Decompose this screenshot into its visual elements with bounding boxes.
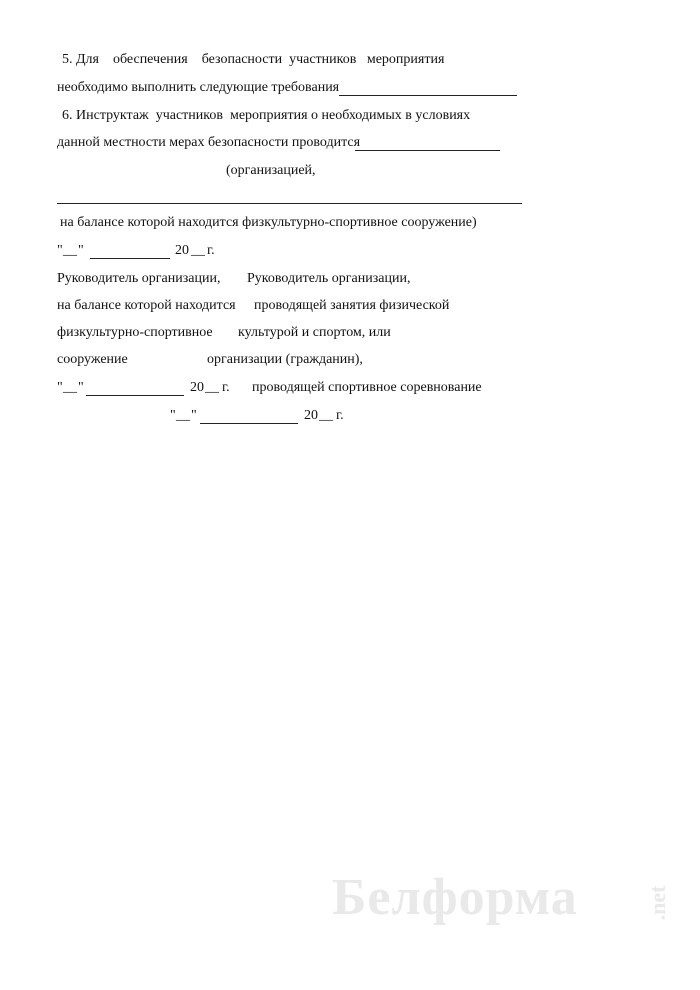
date3-quote-close: "	[191, 408, 197, 423]
date3-day-blank: __	[176, 408, 190, 423]
sig-left-line4: сооружение	[57, 352, 128, 367]
sig-left-line3: физкультурно-спортивное	[57, 325, 213, 340]
date2-year-blank: __	[205, 380, 219, 395]
org-name-blank	[57, 203, 522, 204]
date2-quote-close: "	[78, 380, 84, 395]
date2-day-blank: __	[63, 380, 77, 395]
date3-quote-open: "	[170, 408, 176, 423]
date1-day-blank: __	[63, 243, 77, 258]
date1-year-blank: __	[191, 243, 205, 258]
item6-line2: данной местности мерах безопасности проводится	[57, 135, 361, 150]
sig-right-line5: проводящей спортивное соревнование	[252, 380, 482, 395]
date2-quote-open: "	[57, 380, 63, 395]
date1-quote-open: "	[57, 243, 63, 258]
item5-requirements-blank	[339, 95, 517, 96]
sig-right-line1: Руководитель организации,	[247, 271, 411, 286]
date1-quote-close: "	[78, 243, 84, 258]
item6-conductor-blank	[355, 150, 500, 151]
item5-line1: 5. Для обеспечения безопасности участников мероприятия	[62, 52, 445, 67]
date2-month-blank	[86, 395, 184, 396]
date3-year-prefix: 20	[304, 408, 318, 423]
sig-right-line2: проводящей занятия физической	[254, 298, 450, 313]
date1-month-blank	[90, 258, 170, 259]
sig-right-line3: культурой и спортом, или	[238, 325, 391, 340]
date2-year-suffix: г.	[222, 380, 230, 395]
date3-year-suffix: г.	[336, 408, 344, 423]
date3-month-blank	[200, 423, 298, 424]
watermark-net: .net	[645, 885, 670, 921]
sig-left-line1: Руководитель организации,	[57, 271, 221, 286]
date1-year-suffix: г.	[207, 243, 215, 258]
date3-year-blank: __	[319, 408, 333, 423]
org-label: (организацией,	[226, 163, 316, 178]
date1-year-prefix: 20	[175, 243, 189, 258]
watermark-logo: Белформа	[332, 869, 578, 926]
item6-line1: 6. Инструктаж участников мероприятия о необходимых в условиях	[62, 108, 471, 123]
date2-year-prefix: 20	[190, 380, 204, 395]
sig-right-line4: организации (гражданин),	[207, 352, 363, 367]
balance-note: на балансе которой находится физкультурно-спортивное сооружение)	[60, 215, 477, 230]
item5-line2: необходимо выполнить следующие требования	[57, 80, 340, 95]
sig-left-line2: на балансе которой находится	[57, 298, 236, 313]
